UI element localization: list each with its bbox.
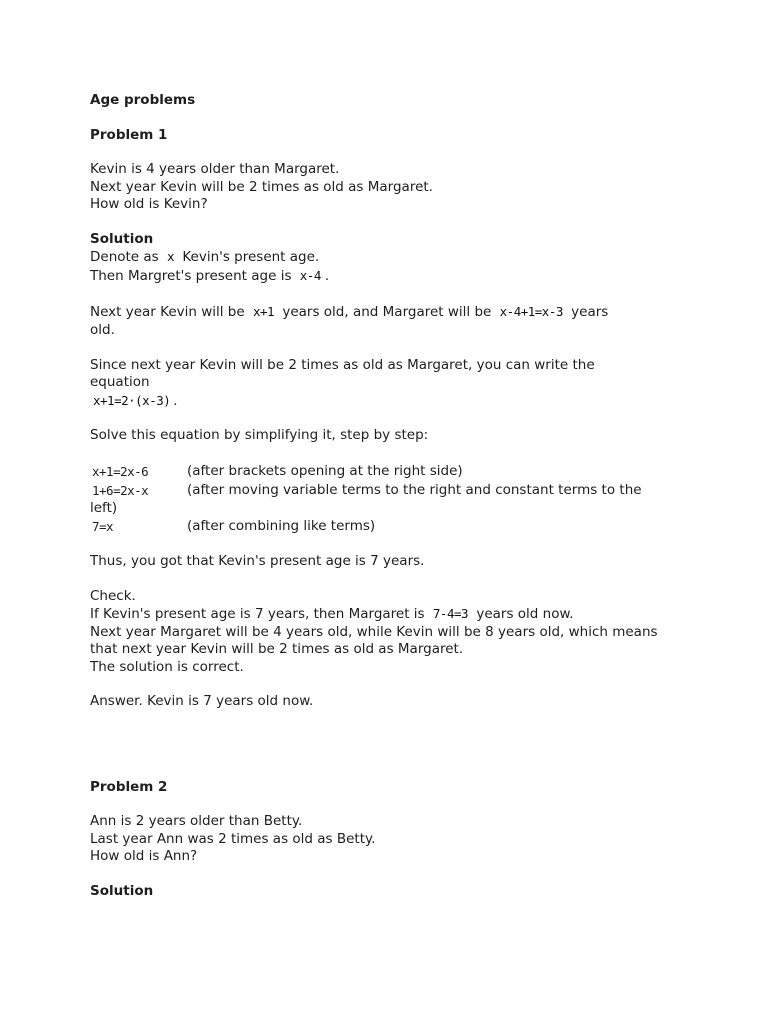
check-line-4: The solution is correct. <box>90 658 244 675</box>
check-text: If Kevin's present age is 7 years, then Margaret is <box>90 606 425 622</box>
equation-period: . <box>173 392 178 409</box>
next-year-line-cont: old. <box>90 322 115 338</box>
denote-text-end: Kevin's present age. <box>182 249 320 265</box>
check-line-2: Next year Margaret will be 4 years old, while Kevin will be 8 years old, which means <box>90 623 658 640</box>
check-line-3: that next year Kevin will be 2 times as old as Margaret. <box>90 641 464 657</box>
step-equation: x+1=2x-6 <box>92 463 149 479</box>
problem-1-statement-line: How old is Kevin? <box>90 196 208 212</box>
solution-step <box>90 481 690 500</box>
document-page <box>90 92 690 900</box>
solve-intro: Solve this equation by simplifying it, step by step: <box>90 427 429 443</box>
since-line: Since next year Kevin will be 2 times as old as Margaret, you can write the <box>90 356 595 373</box>
problem-2-solution-heading: Solution <box>90 882 154 899</box>
expr-x-plus-1: x+1 <box>252 304 275 319</box>
equation-line <box>90 392 690 411</box>
answer-line: Answer. Kevin is 7 years old now. <box>90 693 314 709</box>
next-mid-text: years old, and Margaret will be <box>282 304 492 320</box>
document-title: Age problems <box>90 92 196 108</box>
solution-step <box>90 517 690 536</box>
margaret-age-line <box>90 267 690 286</box>
problem-1-heading: Problem 1 <box>90 126 168 143</box>
problem-1-solution-heading: Solution <box>90 230 154 247</box>
step-note: (after moving variable terms to the right and constant terms to the <box>187 481 642 498</box>
step-note-cont: left) <box>90 499 118 516</box>
step-note: (after brackets opening at the right side) <box>187 462 463 479</box>
since-line-cont: equation <box>90 374 150 390</box>
solution-step <box>90 462 690 481</box>
main-equation: x+1=2·(x-3) <box>93 392 171 408</box>
check-heading: Check. <box>90 587 136 604</box>
step-note: (after combining like terms) <box>187 518 376 534</box>
variable-x: x <box>167 249 175 264</box>
check-text-end: years old now. <box>476 606 574 622</box>
problem-1-statement-line: Next year Kevin will be 2 times as old as Margaret. <box>90 178 433 195</box>
check-line <box>90 605 690 624</box>
check-expression: 7-4=3 <box>432 606 469 621</box>
expr-margaret-next-year: x-4+1=x-3 <box>499 304 563 319</box>
next-text: Next year Kevin will be <box>90 304 245 320</box>
next-year-line <box>90 302 690 322</box>
then-text: Then Margret's present age is <box>90 267 292 284</box>
problem-1-statement-line: Kevin is 4 years older than Margaret. <box>90 161 340 177</box>
then-period: . <box>324 267 330 284</box>
problem-2-statement-line: Ann is 2 years older than Betty. <box>90 813 303 829</box>
step-equation: 1+6=2x-x <box>92 482 149 498</box>
problem-2-statement-line: Last year Ann was 2 times as old as Betty. <box>90 830 376 847</box>
denote-line <box>90 248 690 267</box>
step-equation: 7=x <box>92 519 114 534</box>
problem-2-statement-line: How old is Ann? <box>90 848 198 864</box>
next-end-text: years <box>571 304 609 320</box>
denote-text: Denote as <box>90 249 159 265</box>
expr-x-minus-4: x-4 <box>299 267 321 283</box>
problem-2-heading: Problem 2 <box>90 778 168 795</box>
thus-line: Thus, you got that Kevin's present age is 7 years. <box>90 553 425 569</box>
